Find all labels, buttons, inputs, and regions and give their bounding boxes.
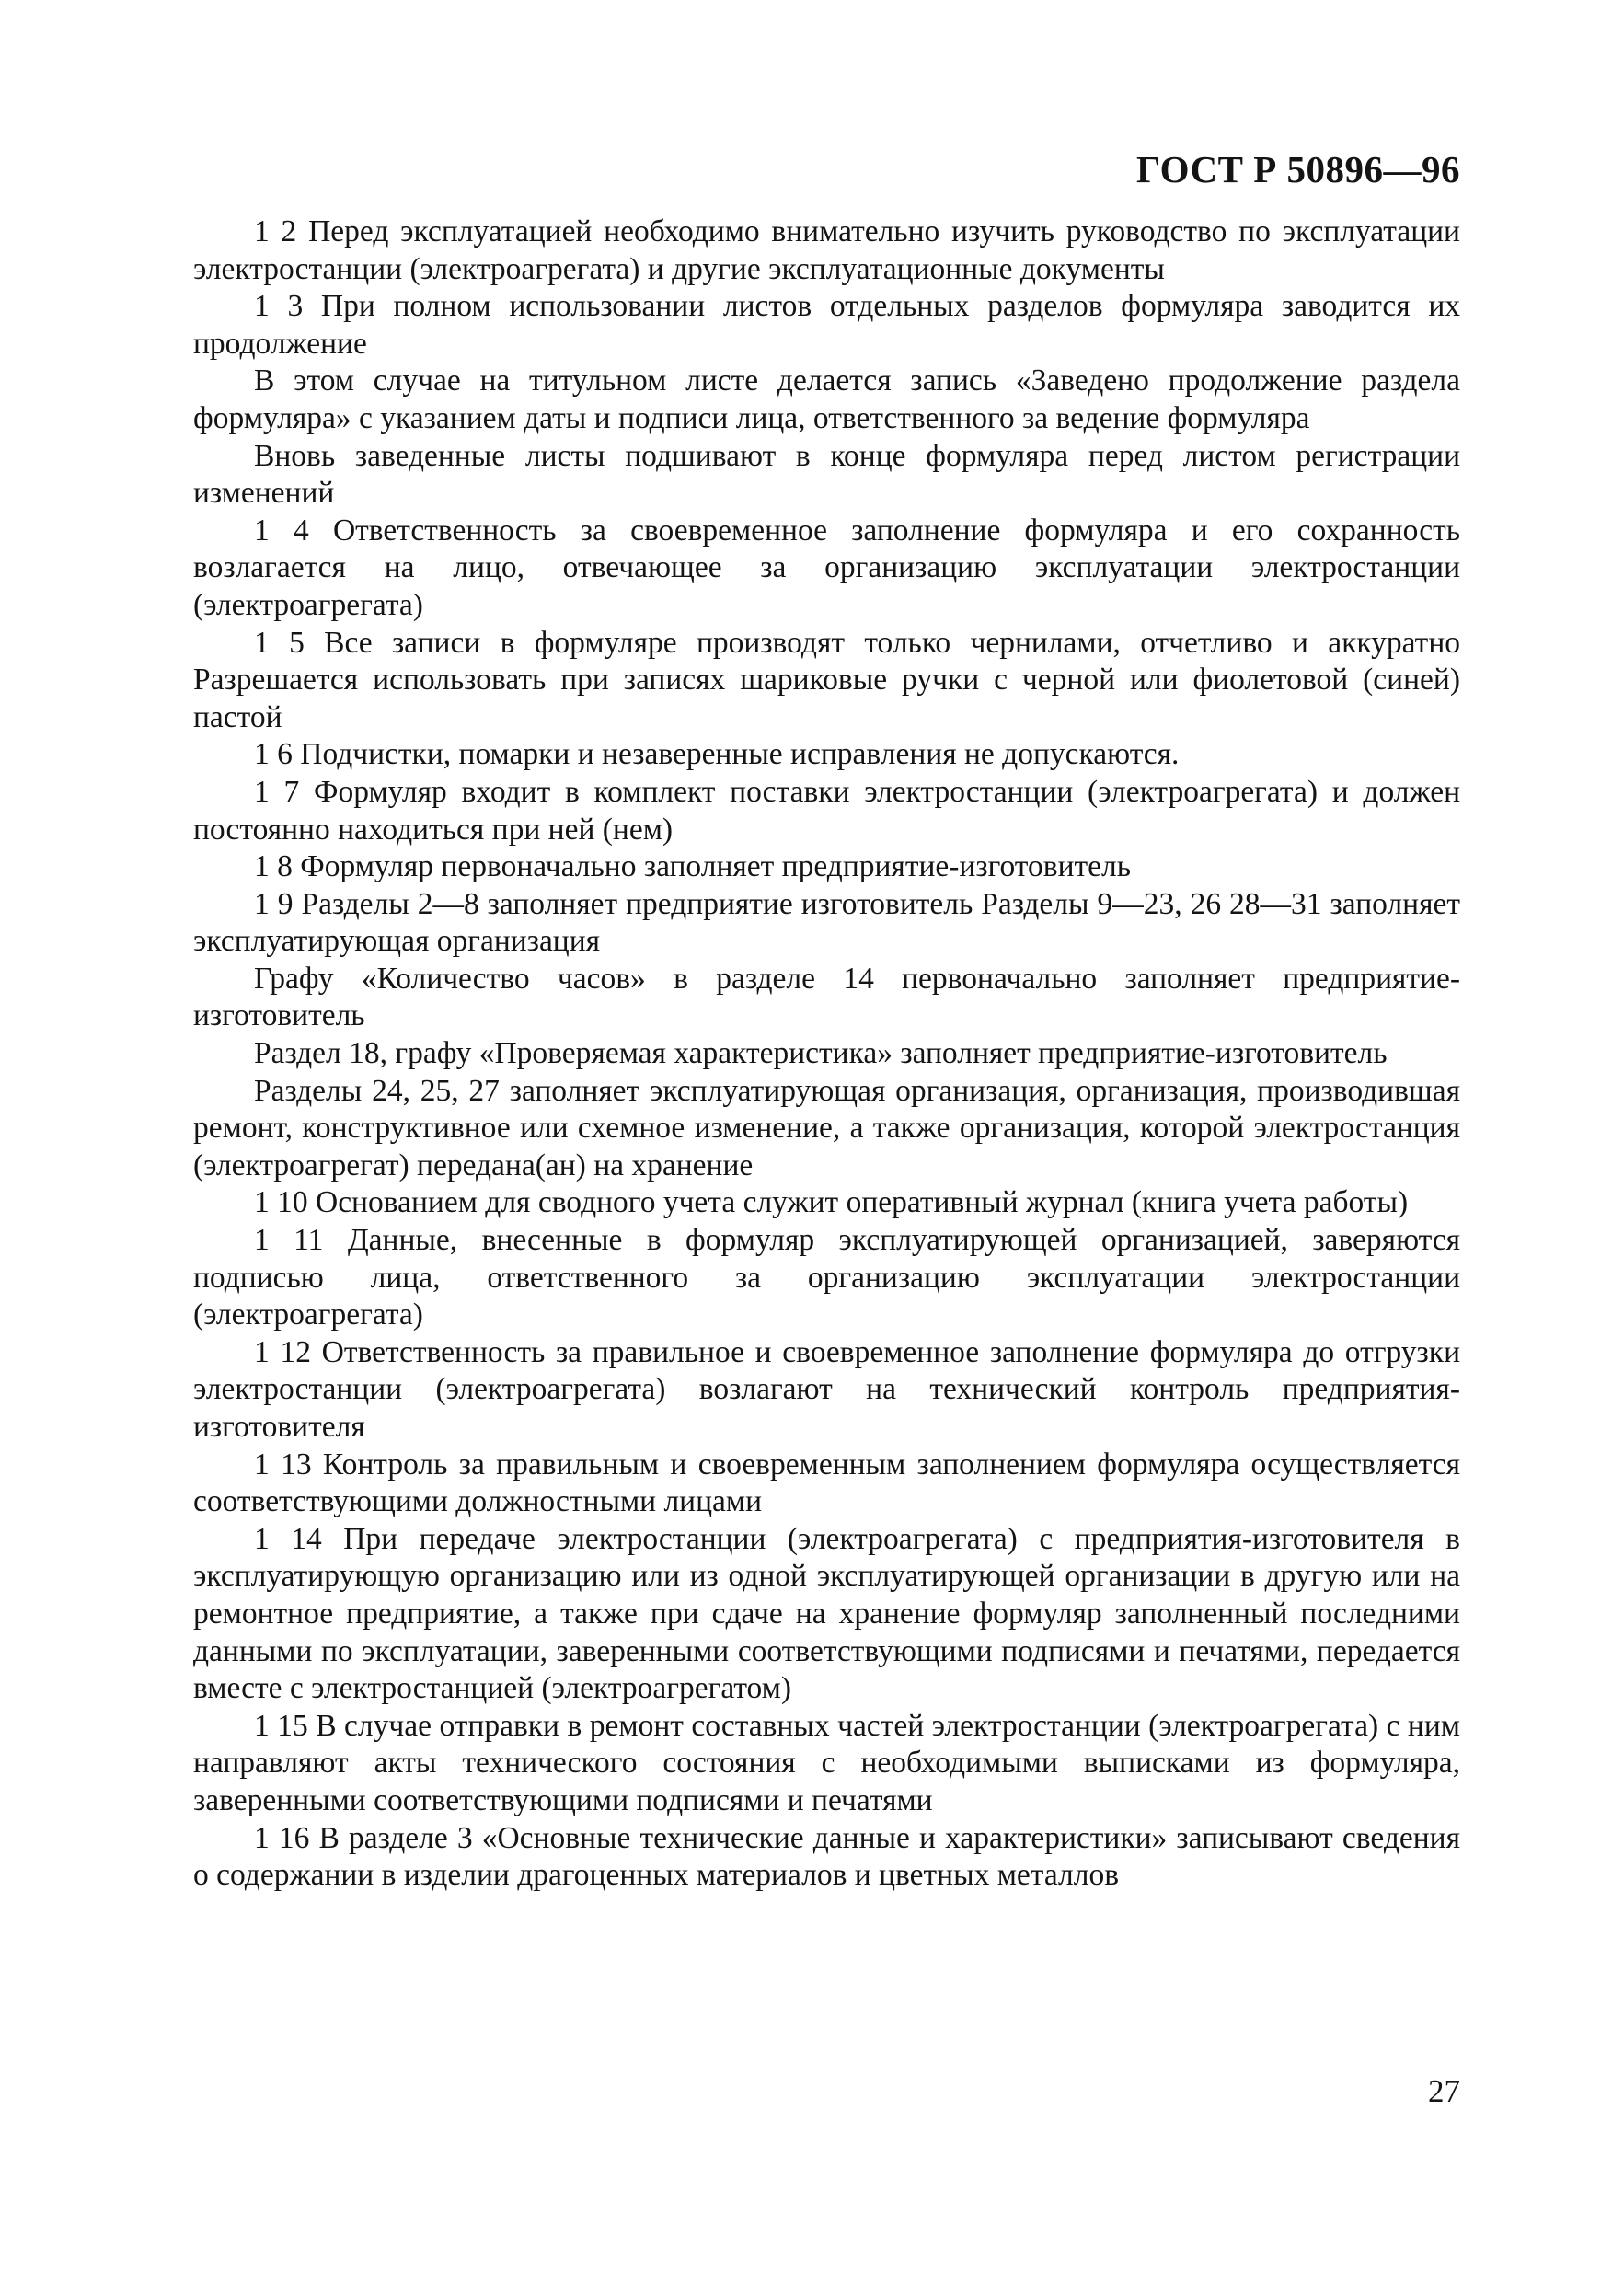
paragraph-1-9-section-18: Раздел 18, графу «Проверяемая характеристика» заполняет предприятие-изготовитель: [254, 1036, 1388, 1071]
paragraph-1-3-continuation-note: В этом случае на титульном листе делается запись «Заведено продолжение раздела формуляра» с указанием даты и подписи лица, ответственного за ведение формуляра: [193, 363, 1460, 435]
document-code-header: ГОСТ Р 50896—96: [1136, 148, 1460, 190]
paragraph-1-12: 1 12 Ответственность за правильное и своевременное заполнение формуляра до отгрузки электростанции (электроагрегата) возлагают на технический контроль предприятия-изготовителя: [193, 1334, 1460, 1444]
paragraph-1-3-new-sheets: Вновь заведенные листы подшивают в конце формуляра перед листом регистрации изменений: [193, 438, 1460, 511]
paragraph-1-5: 1 5 Все записи в формуляре производят только чернилами, отчетливо и аккуратно Разрешается использовать при записях шариковые ручки с черной или фиолетовой (синей) пастой: [193, 625, 1460, 734]
paragraph-1-11: 1 11 Данные, внесенные в формуляр эксплуатирующей организацией, заверяются подписью лица, ответственного за организацию эксплуатации электростанции (электроагрегата): [193, 1223, 1460, 1332]
document-body: [193, 213, 1460, 1895]
paragraph-1-9-hours-column: Графу «Количество часов» в разделе 14 первоначально заполняет предприятие-изготовитель: [193, 961, 1460, 1033]
paragraph-1-3: 1 3 При полном использовании листов отдельных разделов формуляра заводится их продолжение: [193, 289, 1460, 361]
paragraph-1-6: 1 6 Подчистки, помарки и незаверенные исправления не допускаются.: [254, 737, 1180, 772]
paragraph-1-10: 1 10 Основанием для сводного учета служит оперативный журнал (книга учета работы): [254, 1185, 1409, 1220]
paragraph-1-16: 1 16 В разделе 3 «Основные технические данные и характеристики» записывают сведения о содержании в изделии драгоценных материалов и цветных металлов: [193, 1820, 1460, 1893]
paragraph-1-13: 1 13 Контроль за правильным и своевременным заполнением формуляра осуществляется соответствующими должностными лицами: [193, 1447, 1460, 1519]
paragraph-1-2: 1 2 Перед эксплуатацией необходимо внимательно изучить руководство по эксплуатации электростанции (электроагрегата) и другие эксплуатационные документы: [193, 214, 1460, 286]
page-number: 27: [1428, 2073, 1460, 2109]
paragraph-1-7: 1 7 Формуляр входит в комплект поставки электростанции (электроагрегата) и должен постоянно находиться при ней (нем): [193, 774, 1460, 847]
paragraph-1-14: 1 14 При передаче электростанции (электроагрегата) с предприятия-изготовителя в эксплуатирующую организацию или из одной эксплуатирующей организации в другую или на ремонтное предприятие, а также при сдаче на хранение формуляр заполненный последними данными по эксплуатации, заверенными соответствующими подписями и печатями, передается вместе с электростанцией (электроагрегатом): [193, 1521, 1460, 1706]
paragraph-1-15: 1 15 В случае отправки в ремонт составных частей электростанции (электроагрегата) с ним направляют акты технического состояния с необходимыми выписками из формуляра, заверенными соответствующими подписями и печатями: [193, 1708, 1460, 1817]
paragraph-1-9: 1 9 Разделы 2—8 заполняет предприятие изготовитель Разделы 9—23, 26 28—31 заполняет эксплуатирующая организация: [193, 886, 1460, 959]
paragraph-1-9-sections-24-25-27: Разделы 24, 25, 27 заполняет эксплуатирующая организация, организация, производившая ремонт, конструктивное или схемное изменение, а также организация, которой электростанция (электроагрегат) передана(ан) на хранение: [193, 1073, 1460, 1182]
paragraph-1-8: 1 8 Формуляр первоначально заполняет предприятие-изготовитель: [254, 849, 1131, 884]
paragraph-1-4: 1 4 Ответственность за своевременное заполнение формуляра и его сохранность возлагается на лицо, отвечающее за организацию эксплуатации электростанции (электроагрегата): [193, 513, 1460, 622]
